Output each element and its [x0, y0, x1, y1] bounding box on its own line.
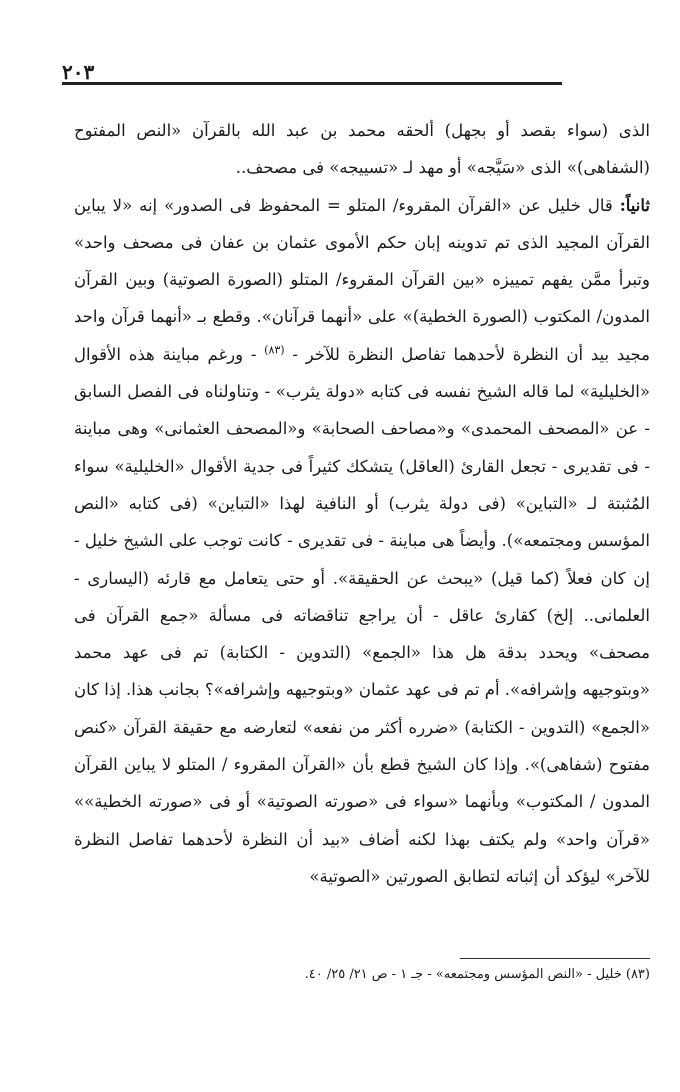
footnote-reference: (٨٣) [264, 343, 285, 357]
paragraph-text-continued: - ورغم مباينة هذه الأقوال «الخليلية» لما قاله الشيخ نفسه فى كتابه «دولة يثرب» - وتناولناه فى الفصل السابق - عن «المصحف المحمدى» و«مصاحف الصحابة» و«المصحف العثمانى» وهى مباينة - فى تقديرى - تجعل القارئ (العاقل) يتشكك كثيراً فى جدية الأقوال «الخليلية» سواء المُثبتة لـ «التباين» (فى دولة يثرب) أو النافية لهذا «التباين» (فى كتابه «النص المؤسس ومجتمعه»). وأيضاً هى مباينة - فى تقديرى - كانت توجب على الشيخ خليل - إن كان فعلاً (كما قيل) «يبحث عن الحقيقة». أو حتى يتعامل مع قارئه (اليسارى - العلمانى.. إلخ) كقارئ عاقل - أن يراجع تناقضاته فى مسألة «جمع القرآن فى مصحف» ويحدد بدقة هل هذا «الجمع» (التدوين - الكتابة) تم فى عهد محمد «وبتوجيهه وإشرافه». أم تم فى عهد عثمان «وبتوجيهه وإشرافه»؟ بجانب هذا. إذا كان «الجمع» (التدوين - الكتابة) «ضرره أكثر من نفعه» لتعارضه مع حقيقة القرآن «كنص مفتوح (شفاهى)». وإذا كان الشيخ قطع بأن «القرآن المقروء / المتلو لا يباين القرآن المدون / المكتوب» وبأنهما «سواء فى «صورته الصوتية» أو فى «صورته الخطية»» «قرآن واحد» ولم يكتف بهذا لكنه أضاف «بيد أن النظرة لأحدهما تفاصل النظرة للآخر» ليؤكد أن إثباته لتطابق الصورتين «الصوتية» [74, 344, 650, 886]
footnote: (٨٣) خليل - «النص المؤسس ومجتمعه» - جـ ١ - ص ٢١/ ٢٥/ ٤٠. [304, 967, 650, 982]
paragraph-lead: ثانياً: [619, 195, 650, 215]
paragraph-continuation [74, 112, 650, 187]
page-number: ٢٠٣ [62, 60, 95, 84]
paragraph-text: الذى (سواء بقصد أو بجهل) ألحقه محمد بن عبد الله بالقرآن «النص المفتوح (الشفاهى)» الذى «سَيَّجه» أو مهد لـ «تسييجه» فى مصحف.. [74, 121, 650, 178]
header-rule [62, 82, 562, 85]
body-text [74, 112, 650, 895]
footnote-rule [460, 958, 650, 959]
paragraph-text: قال خليل عن «القرآن المقروء/ المتلو = المحفوظ فى الصدور» إنه «لا يباين القرآن المجيد الذى تم تدوينه إبان حكم الأموى عثمان بن عفان فى مصحف واحد» وتبرأ ممَّن يفهم تمييزه «بين القرآن المقروء/ المتلو (الصورة الصوتية) وبين القرآن المدون/ المكتوب (الصورة الخطية)» على «أنهما قرآنان». وقطع بـ «أنهما قرآن واحد مجيد بيد أن النظرة لأحدهما تفاصل النظرة للآخر - [74, 195, 650, 364]
paragraph-secondly [74, 187, 650, 896]
page-header [62, 58, 618, 98]
